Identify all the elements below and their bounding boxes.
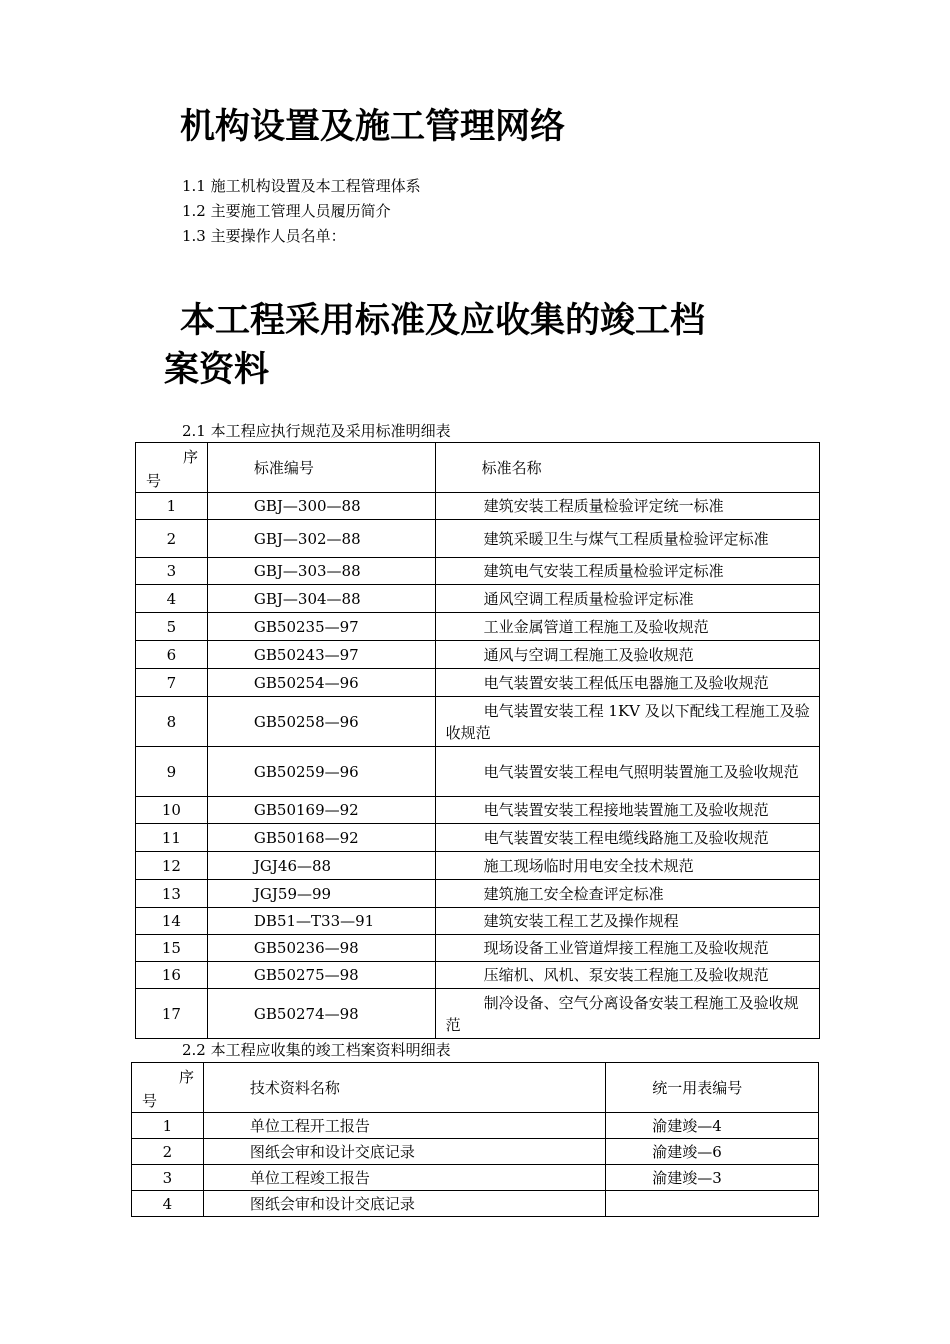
row-code: GB50243—97 [207, 641, 435, 669]
row-code: GB50254—96 [207, 669, 435, 697]
row-name: 工业金属管道工程施工及验收规范 [435, 613, 819, 641]
row-num: 11 [136, 824, 208, 852]
row-num: 1 [132, 1113, 204, 1139]
row-name: 建筑采暖卫生与煤气工程质量检验评定标准 [435, 520, 819, 558]
row-num: 15 [136, 935, 208, 962]
row-name: 现场设备工业管道焊接工程施工及验收规范 [435, 935, 819, 962]
row-name: 电气装置安装工程电气照明装置施工及验收规范 [435, 747, 819, 797]
table-row [136, 962, 820, 989]
header-num-top: 序 [183, 448, 199, 466]
header-code: 标准编号 [207, 443, 435, 493]
row-name: 建筑安装工程质量检验评定统一标准 [435, 493, 819, 520]
row-num: 3 [132, 1165, 204, 1191]
row-code: GB50275—98 [207, 962, 435, 989]
row-num: 6 [136, 641, 208, 669]
row-code: DB51—T33—91 [207, 908, 435, 935]
table-row [136, 697, 820, 747]
toc-item: 1.1 施工机构设置及本工程管理体系 [182, 177, 421, 195]
archive-table [131, 1062, 819, 1217]
row-num: 4 [136, 585, 208, 613]
row-num: 16 [136, 962, 208, 989]
row-code: GB50259—96 [207, 747, 435, 797]
row-form [606, 1191, 819, 1217]
toc-item: 1.2 主要施工管理人员履历简介 [182, 202, 391, 220]
row-num: 17 [136, 989, 208, 1039]
standards-table [135, 442, 820, 1039]
table-row [136, 908, 820, 935]
table2-caption: 2.2 本工程应收集的竣工档案资料明细表 [182, 1041, 451, 1059]
row-num: 9 [136, 747, 208, 797]
row-name: 施工现场临时用电安全技术规范 [435, 852, 819, 880]
table-row [136, 797, 820, 824]
table-header-row [132, 1063, 819, 1113]
table-row [136, 880, 820, 908]
row-code: JGJ46—88 [207, 852, 435, 880]
row-name: 电气装置安装工程电缆线路施工及验收规范 [435, 824, 819, 852]
table-row [132, 1191, 819, 1217]
row-name: 电气装置安装工程接地装置施工及验收规范 [435, 797, 819, 824]
row-num: 14 [136, 908, 208, 935]
row-name: 图纸会审和设计交底记录 [203, 1139, 605, 1165]
header-num [136, 443, 208, 493]
table-row [132, 1165, 819, 1191]
row-name: 单位工程竣工报告 [203, 1165, 605, 1191]
toc-list [182, 174, 421, 249]
header-num-top: 序 [179, 1068, 195, 1086]
section2-title-line2: 案资料 [164, 350, 270, 390]
table-row [136, 558, 820, 585]
header-name: 技术资料名称 [203, 1063, 605, 1113]
row-code: GBJ—302—88 [207, 520, 435, 558]
row-num: 12 [136, 852, 208, 880]
table-row [132, 1139, 819, 1165]
row-num: 13 [136, 880, 208, 908]
row-name: 通风空调工程质量检验评定标准 [435, 585, 819, 613]
row-code: JGJ59—99 [207, 880, 435, 908]
section1-title: 机构设置及施工管理网络 [180, 107, 566, 147]
table-row [136, 493, 820, 520]
table-row [136, 747, 820, 797]
header-num-bottom: 号 [142, 1092, 158, 1110]
table1-caption: 2.1 本工程应执行规范及采用标准明细表 [182, 422, 451, 440]
table-row [136, 669, 820, 697]
row-num: 2 [136, 520, 208, 558]
row-name: 建筑安装工程工艺及操作规程 [435, 908, 819, 935]
row-name: 建筑施工安全检查评定标准 [435, 880, 819, 908]
table-row [136, 935, 820, 962]
row-num: 8 [136, 697, 208, 747]
header-num-bottom: 号 [146, 472, 162, 490]
header-name: 标准名称 [435, 443, 819, 493]
row-code: GB50258—96 [207, 697, 435, 747]
table-row [136, 824, 820, 852]
row-code: GBJ—304—88 [207, 585, 435, 613]
row-name: 建筑电气安装工程质量检验评定标准 [435, 558, 819, 585]
table-row [136, 585, 820, 613]
row-name: 压缩机、风机、泵安装工程施工及验收规范 [435, 962, 819, 989]
header-num [132, 1063, 204, 1113]
row-name: 电气装置安装工程 1KV 及以下配线工程施工及验收规范 [435, 697, 819, 747]
table-row [132, 1113, 819, 1139]
row-name: 图纸会审和设计交底记录 [203, 1191, 605, 1217]
section2-title-line1: 本工程采用标准及应收集的竣工档 [180, 301, 706, 341]
table-row [136, 852, 820, 880]
table-row [136, 641, 820, 669]
row-num: 1 [136, 493, 208, 520]
header-form: 统一用表编号 [606, 1063, 819, 1113]
row-num: 3 [136, 558, 208, 585]
row-num: 2 [132, 1139, 204, 1165]
row-name: 单位工程开工报告 [203, 1113, 605, 1139]
row-code: GB50274—98 [207, 989, 435, 1039]
row-name: 制冷设备、空气分离设备安装工程施工及验收规范 [435, 989, 819, 1039]
row-num: 4 [132, 1191, 204, 1217]
row-num: 10 [136, 797, 208, 824]
row-code: GB50169—92 [207, 797, 435, 824]
row-code: GB50236—98 [207, 935, 435, 962]
table-header-row [136, 443, 820, 493]
row-num: 5 [136, 613, 208, 641]
table-row [136, 520, 820, 558]
row-form: 渝建竣—3 [606, 1165, 819, 1191]
row-form: 渝建竣—6 [606, 1139, 819, 1165]
row-code: GBJ—300—88 [207, 493, 435, 520]
row-name: 通风与空调工程施工及验收规范 [435, 641, 819, 669]
toc-item: 1.3 主要操作人员名单： [182, 227, 346, 245]
row-code: GB50235—97 [207, 613, 435, 641]
table-row [136, 613, 820, 641]
row-form: 渝建竣—4 [606, 1113, 819, 1139]
row-num: 7 [136, 669, 208, 697]
row-code: GBJ—303—88 [207, 558, 435, 585]
table-row [136, 989, 820, 1039]
row-code: GB50168—92 [207, 824, 435, 852]
row-name: 电气装置安装工程低压电器施工及验收规范 [435, 669, 819, 697]
